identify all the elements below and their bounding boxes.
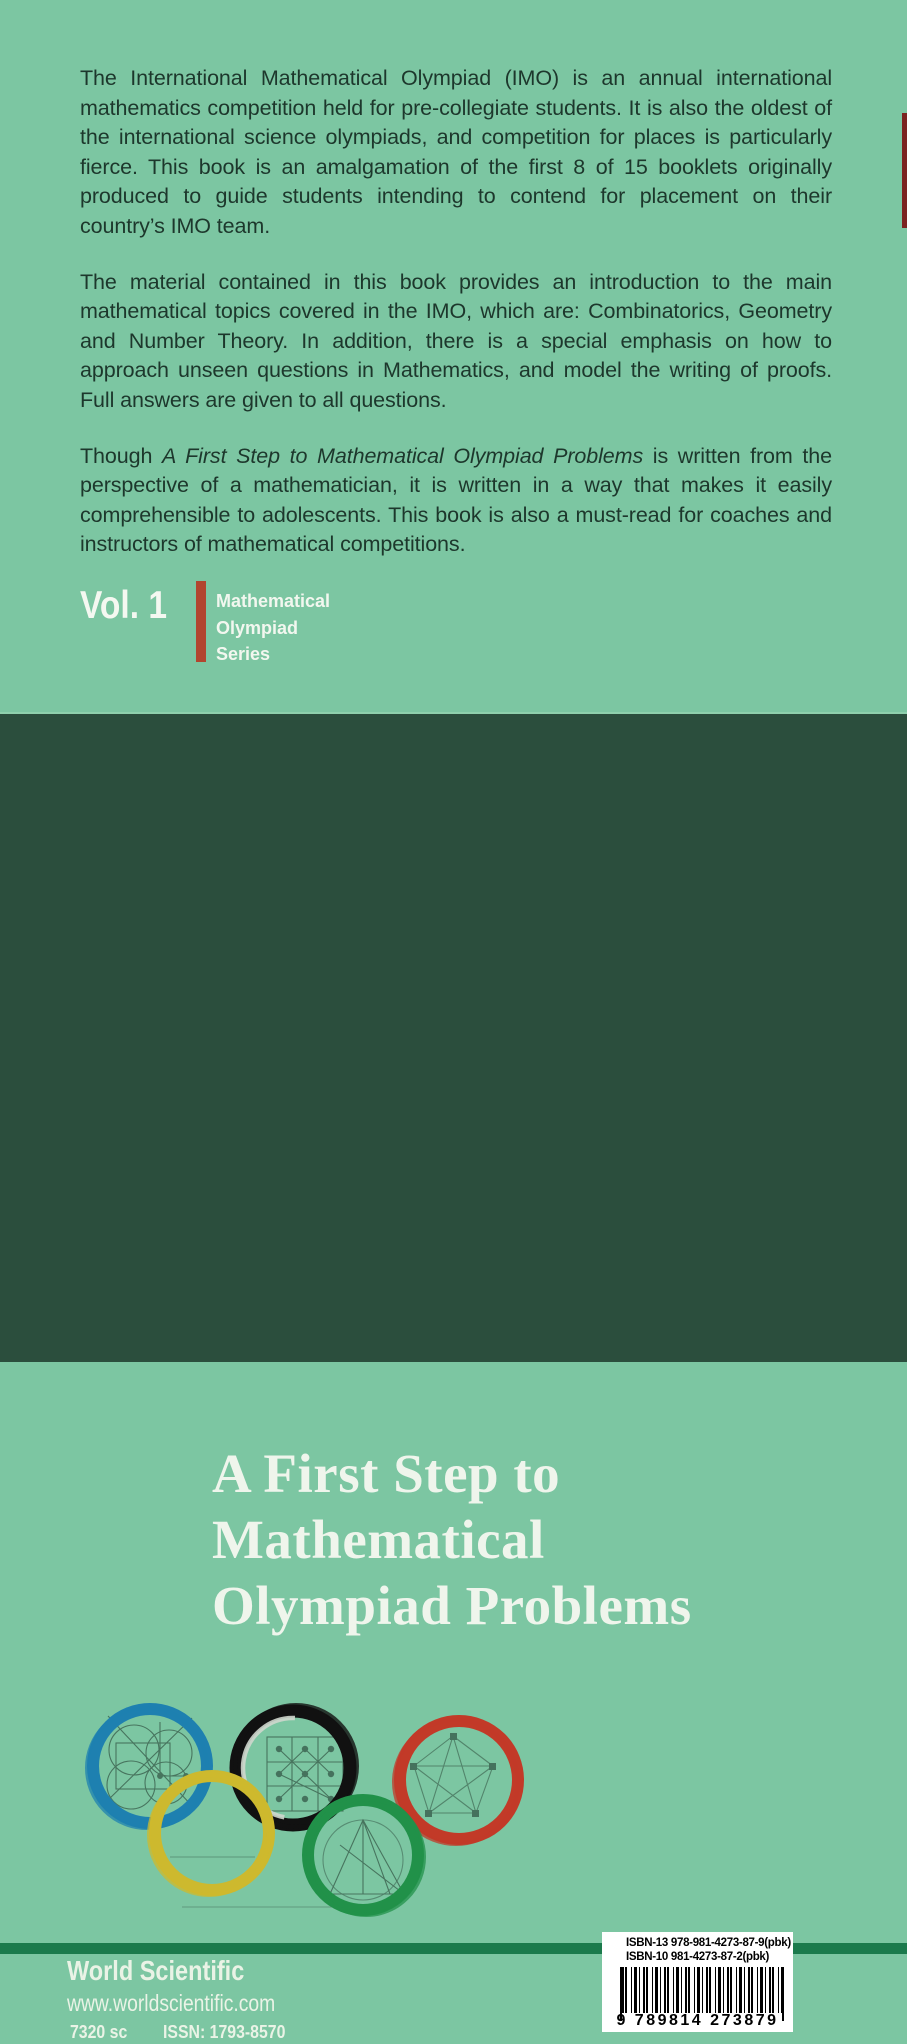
volume-label: Vol. 1 <box>80 584 167 627</box>
series-divider-bar <box>196 581 206 662</box>
barcode-icon <box>622 1967 782 2013</box>
red-edge-strip <box>902 113 907 228</box>
series-line-3: Series <box>216 644 271 664</box>
publisher-codes-row <box>67 2022 327 2044</box>
paragraph-2: The material contained in this book provides an introduction to the main mathematical topics covered in the IMO, which are: Combinatorics, Geometry and Number Theory. In addition, there is a special emphasis on how to approach unseen questions in Mathematics, and model the writing of proofs. Full answers are given to all questions. <box>80 269 832 412</box>
publisher-name: World Scientific <box>67 1955 245 1986</box>
series-line-2: Olympiad <box>216 617 299 638</box>
paragraph-1: The International Mathematical Olympiad (IMO) is an annual international mathematics competition held for pre-collegiate students. It is also the oldest of the international science olympiads, and competition for places is particularly fierce. This book is an amalgamation of the first 8 of 15 booklets originally produced to guide students intending to contend for placement on their country’s IMO team. <box>80 66 832 238</box>
bottom-section <box>0 712 907 2042</box>
paragraph-3 <box>80 442 832 560</box>
barcode-number: 9 789814 273879 <box>616 2012 779 2029</box>
description-text <box>80 64 832 586</box>
isbn10-text: ISBN-10 981-4273-87-2(pbk) <box>626 1951 770 1963</box>
book-title <box>212 1441 692 1639</box>
isbn13-text: ISBN-13 978-981-4273-87-9(pbk) <box>626 1937 791 1949</box>
ring-blue <box>87 1708 207 1828</box>
paragraph-3-pre: Though <box>80 443 163 468</box>
barcode-label <box>602 1932 793 2032</box>
issn-number: ISSN: 1793-8570 <box>163 2022 286 2042</box>
publisher-website: www.worldscientific.com <box>67 1990 276 2016</box>
title-line-3: Olympiad Problems <box>212 1575 692 1636</box>
publisher-block <box>67 1955 327 2044</box>
title-line-1: A First Step to <box>212 1443 561 1504</box>
ring-yellow <box>149 1775 269 1895</box>
top-section <box>0 0 907 712</box>
paragraph-3-post: is written from the perspective of a mathematician, it is written in a way that makes it easily comprehensible to adolescents. This book is also a must-read for coaches and instructors of mathematical competitions. <box>80 443 832 557</box>
olympic-rings-icon <box>55 1669 545 1939</box>
series-name <box>216 588 330 668</box>
title-line-2: Mathematical <box>212 1509 545 1570</box>
series-line-1: Mathematical <box>216 591 331 611</box>
stock-code: 7320 sc <box>70 2022 128 2042</box>
ring-green <box>308 1799 424 1915</box>
book-title-inline: A First Step to Mathematical Olympiad Problems <box>162 443 644 468</box>
